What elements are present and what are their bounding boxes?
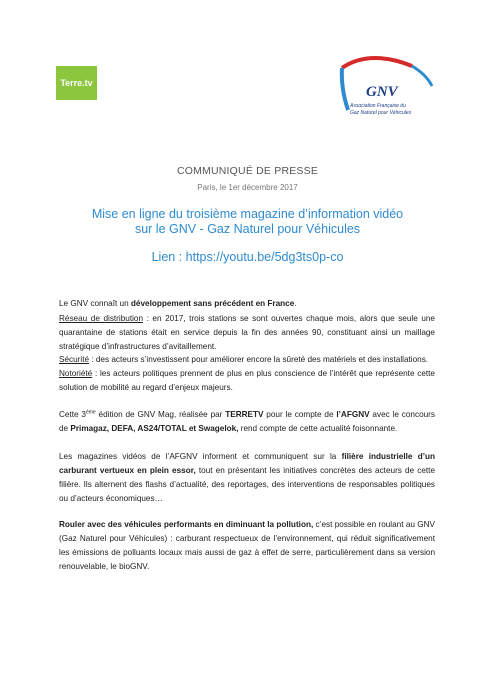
edition-sponsors: Primagaz, DEFA, AS24/TOTAL et Swagelok, <box>70 424 239 433</box>
security-label: Sécurité <box>59 355 90 364</box>
notoriety-label: Notoriété <box>59 369 93 378</box>
intro-end: . <box>294 299 297 308</box>
pollution-emphasis: Rouler avec des véhicules performants en diminuant la pollution, <box>59 520 314 529</box>
intro-text: Le GNV connaît un <box>59 299 131 308</box>
release-date: Paris, le 1er décembre 2017 <box>197 183 298 192</box>
paragraph-pollution <box>59 518 435 574</box>
headline-line2: sur le GNV - Gaz Naturel pour Véhicules <box>134 222 361 236</box>
edition-producer: TERRETV <box>225 410 264 419</box>
magazines-emphasis: filière industrielle d’un carburant vertueux en plein essor, <box>59 452 435 475</box>
terre-tv-logo-text: Terre.tv <box>60 78 93 88</box>
edition-text-b: édition de GNV Mag, réalisée par <box>95 410 226 419</box>
edition-text-d: pour le compte de <box>263 410 337 419</box>
paragraph-intro <box>59 297 435 311</box>
intro-emphasis: développement sans précédent en France <box>130 299 295 308</box>
distribution-text: : en 2017, trois stations se sont ouvertes chaque mois, alors que seule une quarantaine de stations était en service depuis la fin des années 90, constituant ainsi un maillage stratégique d’infrastructures d’avitaillement. <box>59 314 435 351</box>
video-link[interactable]: Lien : https://youtu.be/5dg3ts0p-co <box>151 250 344 264</box>
afgnv-logo <box>336 52 436 122</box>
afgnv-logo-graphic <box>336 52 436 122</box>
edition-ordinal: ème <box>85 409 96 416</box>
pollution-text: c’est possible en roulant au GNV (Gaz Naturel pour Véhicules) : carburant respectueux de l’environnement, qui réduit significativement les émissions de polluants locaux mais aussi de gaz à effet de serre, particulièrement dans sa version renouvelable, le bioGNV. <box>59 520 435 571</box>
security-text: : des acteurs s’investissent pour améliorer encore la sûreté des matériels et des installations. <box>89 355 429 364</box>
headline-line1: Mise en ligne du troisième magazine d’information vidéo <box>91 207 404 221</box>
paragraph-edition <box>59 408 435 436</box>
paragraph-distribution <box>59 312 435 354</box>
magazines-text-c: tout en présentant les initiatives concrètes des acteurs de cette filière. Ils alternent des flashs d’actualité, des reportages, des interventions de responsables politiques ou d’acteurs économiques… <box>59 466 435 503</box>
gnv-tagline-line1: Association Française du <box>350 103 406 109</box>
paragraph-notoriety <box>59 367 435 395</box>
paragraph-security <box>59 353 435 367</box>
terre-tv-logo <box>56 66 97 100</box>
gnv-acronym: GNV <box>366 84 398 100</box>
notoriety-text: : les acteurs politiques prennent de plus en plus conscience de l’intérêt que représente cette solution de mobilité au regard d’enjeux majeurs. <box>59 369 435 392</box>
magazines-text-a: Les magazines vidéos de l’AFGNV informent et communiquent sur la <box>59 452 342 461</box>
distribution-label: Réseau de distribution <box>59 314 144 323</box>
gnv-tagline-line2: Gaz Naturel pour Véhicules <box>350 110 412 116</box>
edition-text-h: rend compte de cette actualité foisonnante. <box>238 424 398 433</box>
edition-text-f: avec le concours de <box>59 410 435 433</box>
press-release-title: COMMUNIQUÉ DE PRESSE <box>176 165 319 177</box>
paragraph-magazines <box>59 450 435 506</box>
edition-client: l’AFGNV <box>336 410 370 419</box>
edition-text-a: Cette 3 <box>59 410 86 419</box>
